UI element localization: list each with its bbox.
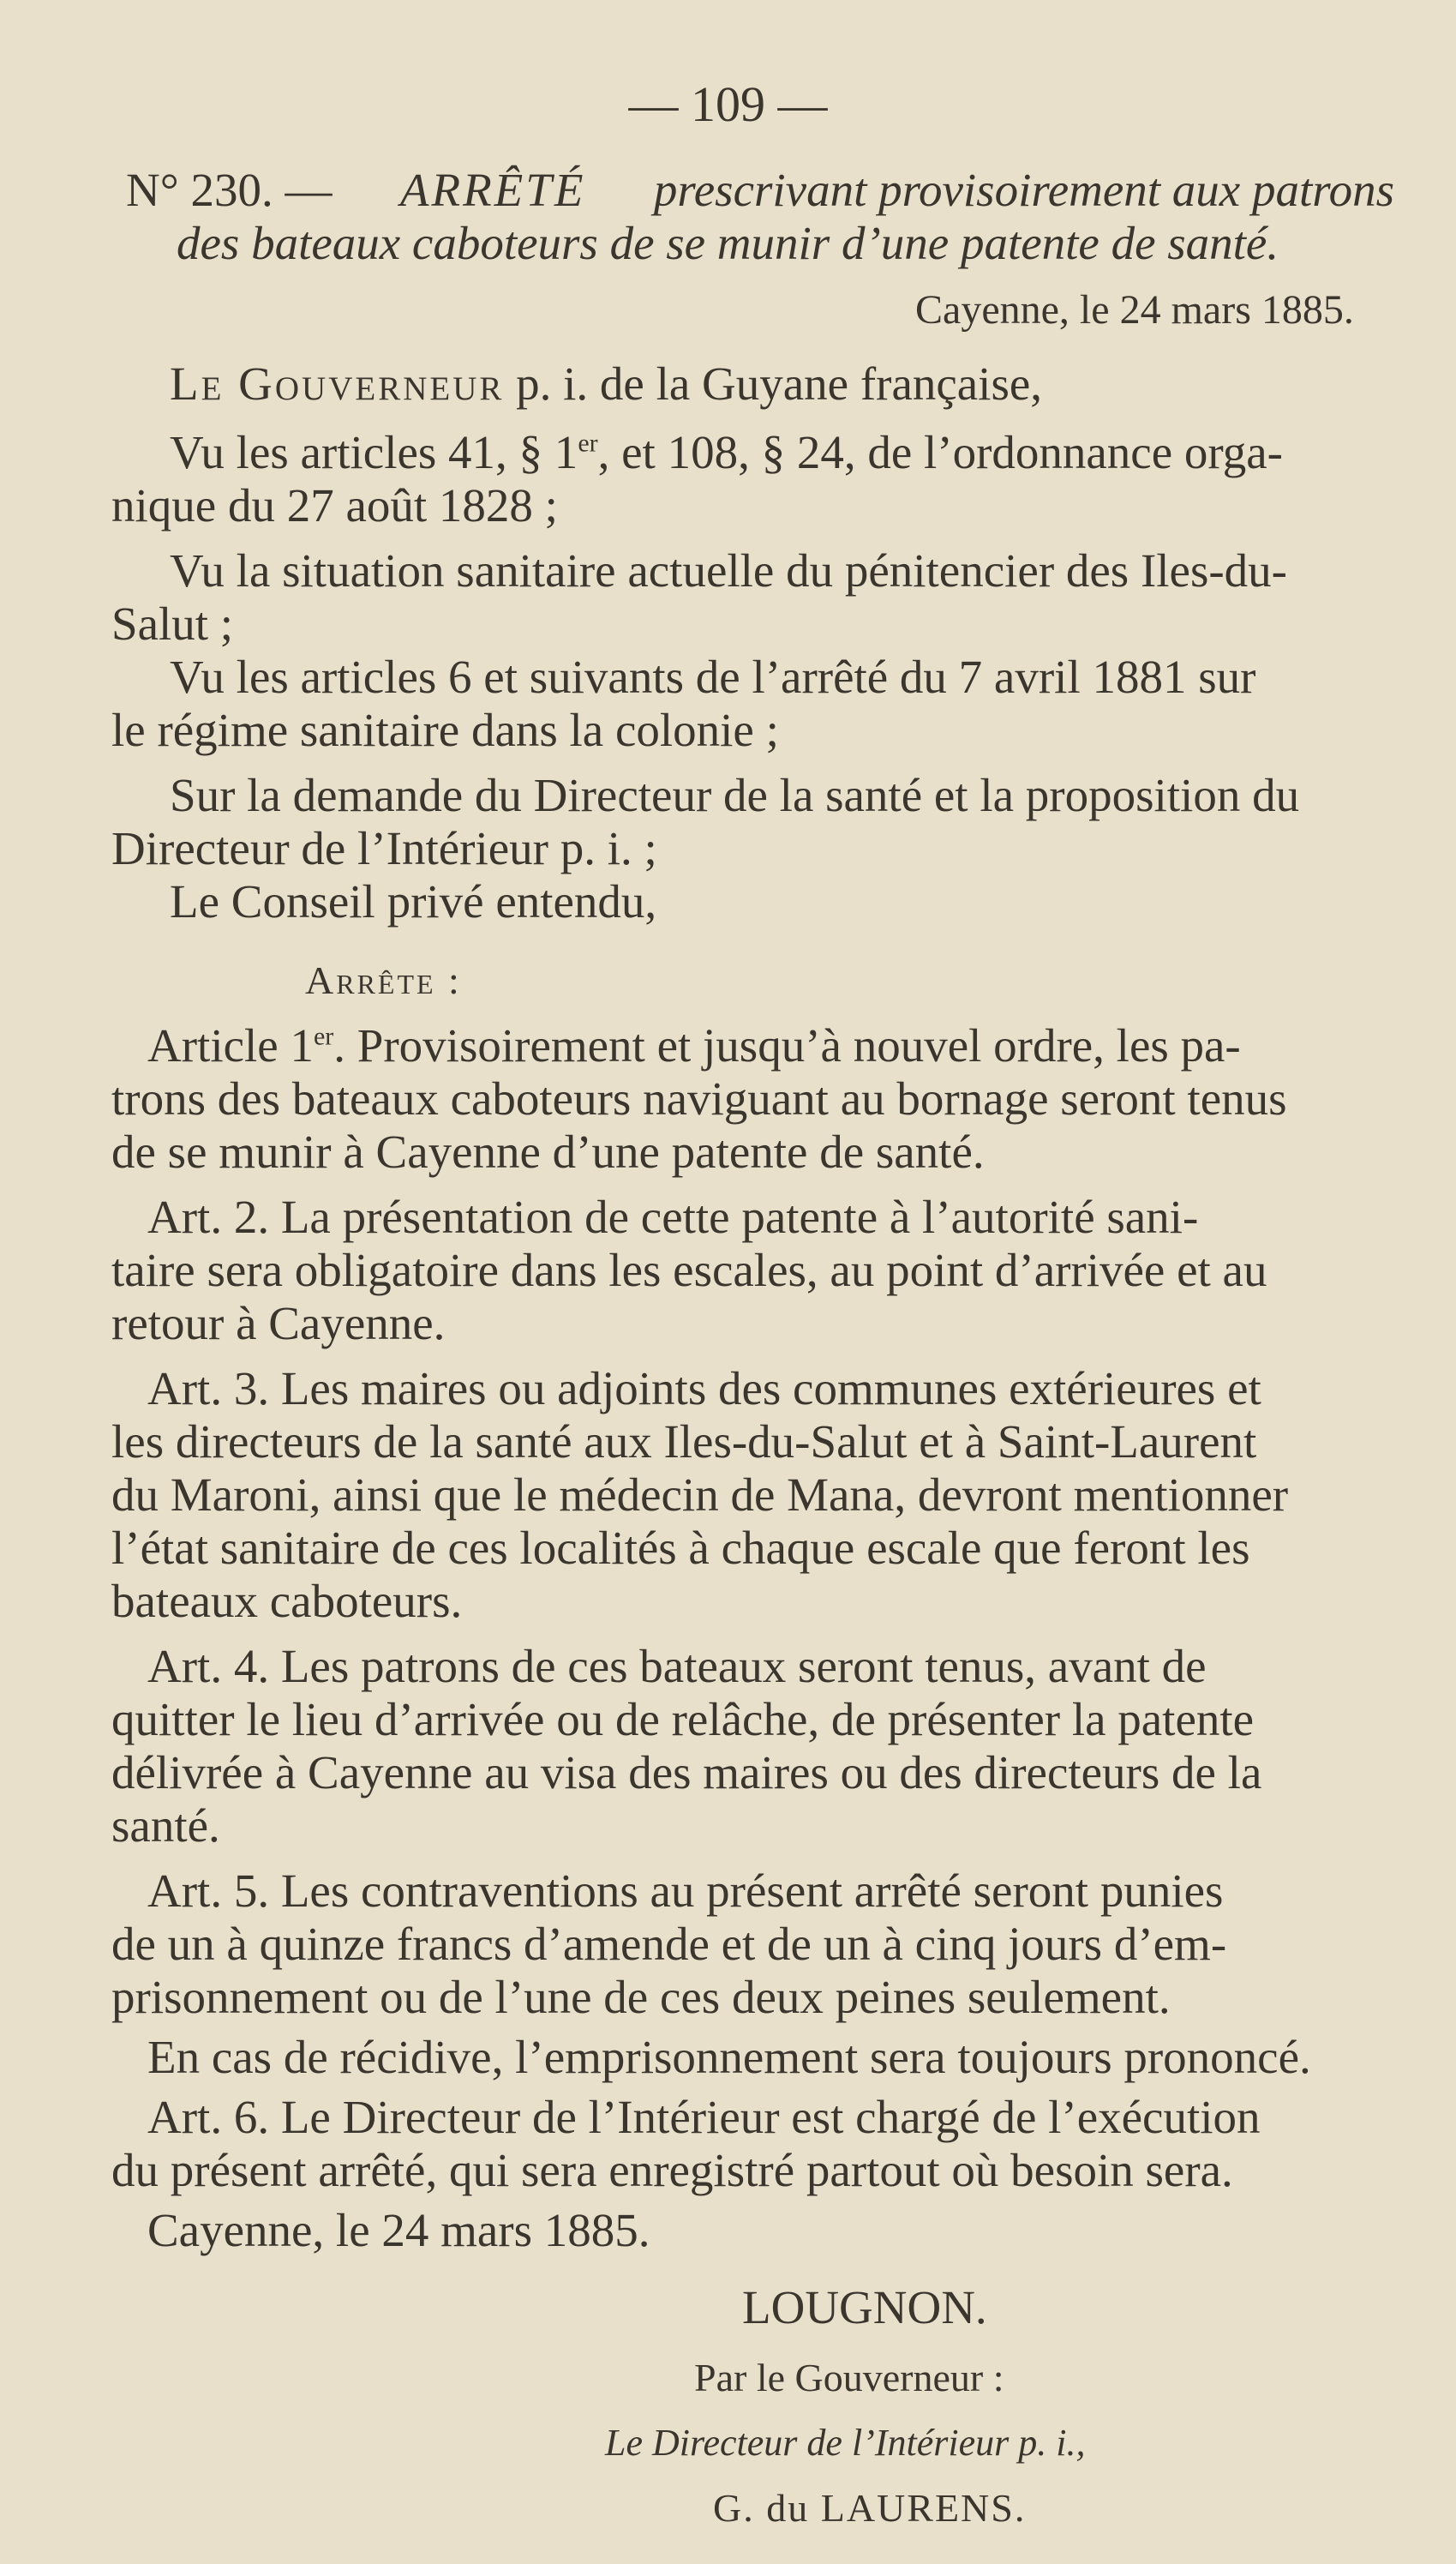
vu-3-line2: le régime sanitaire dans la colonie ; <box>111 704 779 756</box>
signature-role: Le Directeur de l’Intérieur p. i., <box>605 2422 1086 2464</box>
article-1-line3: de se munir à Cayenne d’une patente de santé. <box>111 1126 985 1178</box>
arrete-heading: Arrête : <box>305 958 462 1002</box>
article-2-line2: taire sera obligatoire dans les escales, au point d’arrivée et au <box>111 1244 1267 1296</box>
vu-1-text-a: Vu les articles 41, § 1 <box>170 426 578 478</box>
article-3-line5: bateaux caboteurs. <box>111 1575 463 1627</box>
decree-title-rest: prescrivant provisoirement aux patrons <box>653 164 1394 216</box>
article-4-line3: délivrée à Cayenne au visa des maires ou des directeurs de la <box>111 1746 1262 1798</box>
article-1-sup: er <box>313 1022 334 1051</box>
vu-2-line1: Vu la situation sanitaire actuelle du pénitencier des Iles-du- <box>170 544 1287 597</box>
conseil-line: Le Conseil privé entendu, <box>170 875 657 928</box>
vu-1-line1 <box>170 427 1283 478</box>
decree-number: N° 230. — <box>126 164 333 216</box>
recidive-line: En cas de récidive, l’emprisonnement sera toujours prononcé. <box>147 2031 1311 2083</box>
governor-rest: p. i. de la Guyane française, <box>516 357 1043 410</box>
article-4-line1: Art. 4. Les patrons de ces bateaux seront tenus, avant de <box>147 1640 1207 1692</box>
article-3-line3: du Maroni, ainsi que le médecin de Mana, devront mentionner <box>111 1468 1289 1521</box>
article-4-line4: santé. <box>111 1799 220 1852</box>
decree-title-line1 <box>126 165 1394 216</box>
decree-type: ARRÊTÉ <box>399 164 586 216</box>
signature-signer: G. du LAURENS. <box>713 2486 1027 2530</box>
article-5-line1: Art. 5. Les contraventions au présent arrêté seront punies <box>147 1864 1224 1917</box>
dateline: Cayenne, le 24 mars 1885. <box>915 287 1354 333</box>
article-5-line2: de un à quinze francs d’amende et de un à cinq jours d’em- <box>111 1918 1227 1970</box>
article-2-line3: retour à Cayenne. <box>111 1297 446 1349</box>
decree-title-line2: des bateaux caboteurs de se munir d’une patente de santé. <box>177 217 1279 269</box>
article-1-line1 <box>147 1020 1241 1072</box>
article-4-line2: quitter le lieu d’arrivée ou de relâche, de présenter la patente <box>111 1693 1255 1745</box>
article-6-line1: Art. 6. Le Directeur de l’Intérieur est chargé de l’exécution <box>147 2091 1261 2143</box>
article-3-line4: l’état sanitaire de ces localités à chaque escale que feront les <box>111 1522 1250 1574</box>
vu-1-sup: er <box>578 429 598 458</box>
signature-name: LOUGNON. <box>742 2281 987 2333</box>
article-6-line2: du présent arrêté, qui sera enregistré partout où besoin sera. <box>111 2144 1233 2196</box>
page-number: — 109 — <box>628 76 828 132</box>
article-1-label: Article 1 <box>147 1019 314 1072</box>
article-3-line1: Art. 3. Les maires ou adjoints des communes extérieures et <box>147 1362 1261 1414</box>
governor-title: Le Gouverneur <box>170 357 505 410</box>
vu-3-line1: Vu les articles 6 et suivants de l’arrêté du 7 avril 1881 sur <box>170 651 1256 703</box>
sur-line1: Sur la demande du Directeur de la santé et la proposition du <box>170 769 1300 821</box>
article-3-line2: les directeurs de la santé aux Iles-du-Salut et à Saint-Laurent <box>111 1415 1257 1468</box>
article-2-line1: Art. 2. La présentation de cette patente à l’autorité sani- <box>147 1191 1199 1243</box>
closing-date: Cayenne, le 24 mars 1885. <box>147 2204 650 2256</box>
vu-2-line2: Salut ; <box>111 597 234 650</box>
vu-1-line2: nique du 27 août 1828 ; <box>111 479 558 531</box>
sur-line2: Directeur de l’Intérieur p. i. ; <box>111 822 657 874</box>
governor-line <box>170 358 1042 410</box>
article-1-text: . Provisoirement et jusqu’à nouvel ordre, les pa- <box>333 1019 1241 1072</box>
signature-par: Par le Gouverneur : <box>694 2356 1004 2399</box>
article-1-line2: trons des bateaux caboteurs naviguant au bornage seront tenus <box>111 1072 1287 1125</box>
article-5-line3: prisonnement ou de l’une de ces deux peines seulement. <box>111 1971 1171 2023</box>
vu-1-text-b: , et 108, § 24, de l’ordonnance orga- <box>597 426 1283 478</box>
